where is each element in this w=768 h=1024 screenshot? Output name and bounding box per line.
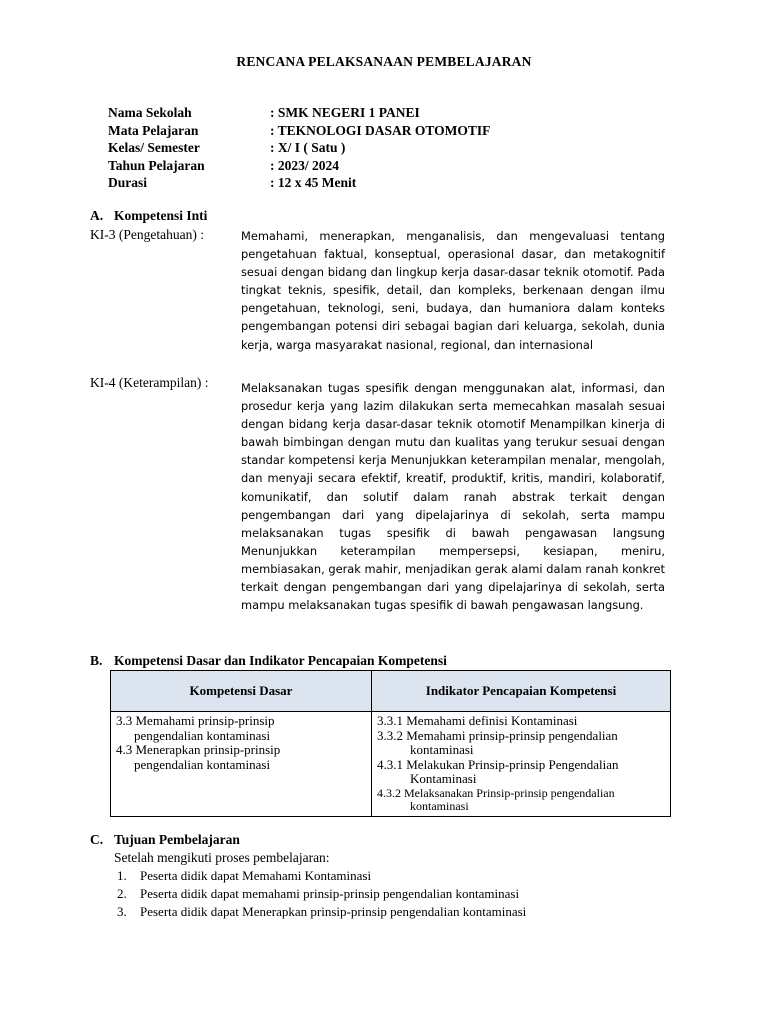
- item-text: 4.3 Menerapkan prinsip-prinsip: [116, 742, 281, 758]
- item-text: 3.3.1 Memahami definisi Kontaminasi: [377, 713, 578, 728]
- list-item: [377, 729, 665, 758]
- list-item: [116, 743, 366, 772]
- section-c-heading: [90, 832, 240, 848]
- table-row: [111, 712, 671, 817]
- item-text: Peserta didik dapat memahami prinsip-prinsip pengendalian kontaminasi: [140, 886, 520, 901]
- goals-list: [117, 867, 526, 921]
- section-title: Kompetensi Inti: [114, 208, 208, 223]
- list-item: [116, 714, 366, 743]
- item-number: 2.: [117, 886, 127, 901]
- ki3-text: Memahami, menerapkan, menganalisis, dan mengevaluasi tentang pengetahuan faktual, konseptual, operasional dasar, dan metakognitif sesuai dengan bidang dan lingkup kerja dasar-dasar teknik otomotif. Pada tingkat teknis, spesifik, detail, dan kompleks, berkenaan dengan ilmu pengetahuan, teknologi, seni, budaya, dan humaniora dalam konteks pengembangan potensi diri sebagai bagian dari keluarga, sekolah, dunia kerja, warga masyarakat nasional, regional, dan internasional: [241, 229, 665, 352]
- item-text: 3.3.2 Memahami prinsip-prinsip pengendalian: [377, 727, 618, 743]
- section-title: Tujuan Pembelajaran: [114, 832, 240, 847]
- item-text: 4.3.1 Melakukan Prinsip-prinsip Pengendalian: [377, 756, 619, 772]
- section-b-heading: [90, 653, 447, 669]
- identity-block: [108, 104, 490, 192]
- list-item: [117, 885, 526, 903]
- item-continuation: Kontaminasi: [410, 771, 477, 787]
- info-value: : SMK NEGERI 1 PANEI: [270, 105, 420, 120]
- item-number: 1.: [117, 868, 127, 883]
- info-label: Mata Pelajaran: [108, 122, 199, 138]
- section-a-heading: [90, 208, 207, 224]
- section-title: Kompetensi Dasar dan Indikator Pencapaian Kompetensi: [114, 653, 447, 668]
- competency-table: [110, 670, 671, 817]
- item-continuation: pengendalian kontaminasi: [134, 756, 271, 772]
- list-item: [117, 903, 526, 921]
- info-value: : 2023/ 2024: [270, 157, 339, 173]
- column-header-ipk: Indikator Pencapaian Kompetensi: [372, 671, 671, 712]
- item-continuation: kontaminasi: [410, 742, 474, 758]
- item-continuation: pengendalian kontaminasi: [134, 727, 271, 743]
- item-text: 3.3 Memahami prinsip-prinsip: [116, 713, 275, 728]
- list-item: [377, 714, 665, 729]
- section-number: A.: [90, 208, 104, 223]
- document-title: RENCANA PELAKSANAAN PEMBELAJARAN: [236, 54, 532, 69]
- item-text: 4.3.2 Melaksanakan Prinsip-prinsip pengendalian: [377, 785, 615, 800]
- info-label: Tahun Pelajaran: [108, 157, 205, 173]
- info-row: [108, 104, 490, 122]
- list-item: [377, 758, 665, 787]
- section-number: C.: [90, 832, 104, 847]
- item-text: Peserta didik dapat Memahami Kontaminasi: [140, 868, 372, 883]
- ki4-label: KI-4 (Keterampilan) :: [90, 375, 209, 390]
- info-row: [108, 157, 490, 175]
- info-row: [108, 122, 490, 140]
- info-label: Durasi: [108, 175, 148, 190]
- kd-cell: [111, 712, 372, 817]
- info-label: Kelas/ Semester: [108, 140, 200, 155]
- info-value: : TEKNOLOGI DASAR OTOMOTIF: [270, 122, 491, 138]
- ipk-cell: [372, 712, 671, 817]
- table-header-row: [111, 671, 671, 712]
- goals-intro: Setelah mengikuti proses pembelajaran:: [114, 850, 330, 865]
- section-number: B.: [90, 653, 103, 668]
- info-value: : X/ I ( Satu ): [270, 140, 346, 155]
- list-item: [377, 787, 665, 814]
- item-number: 3.: [117, 904, 127, 919]
- ki4-text: Melaksanakan tugas spesifik dengan menggunakan alat, informasi, dan prosedur kerja yang lazim dilakukan serta memecahkan masalah sesuai dengan bidang kerja dasar-dasar teknik otomotif Menampilkan kinerja di bawah bimbingan dengan mutu dan kualitas yang terukur sesuai dengan standar kompetensi kerja Menunjukkan keterampilan menalar, mengolah, dan menyaji secara efektif, kreatif, produktif, kritis, mandiri, kolaboratif, komunikatif, dan solutif dalam ranah abstrak terkait dengan pengembangan dari yang dipelajarinya di sekolah, serta mampu melaksanakan tugas spesifik di bawah pengawasan langsung Menunjukkan keterampilan mempersepsi, kesiapan, meniru, membiasakan, gerak mahir, menjadikan gerak alami dalam ranah konkret terkait dengan pengembangan dari yang dipelajarinya di sekolah, serta mampu melaksanakan tugas spesifik di bawah pengawasan langsung.: [241, 381, 665, 613]
- info-row: [108, 139, 490, 157]
- info-label: Nama Sekolah: [108, 105, 192, 120]
- item-continuation: kontaminasi: [410, 799, 469, 814]
- list-item: [117, 867, 526, 885]
- info-value: : 12 x 45 Menit: [270, 175, 357, 190]
- item-text: Peserta didik dapat Menerapkan prinsip-prinsip pengendalian kontaminasi: [140, 904, 527, 919]
- column-header-kd: Kompetensi Dasar: [111, 671, 372, 712]
- info-row: [108, 174, 490, 192]
- ki3-label: KI-3 (Pengetahuan) :: [90, 227, 204, 242]
